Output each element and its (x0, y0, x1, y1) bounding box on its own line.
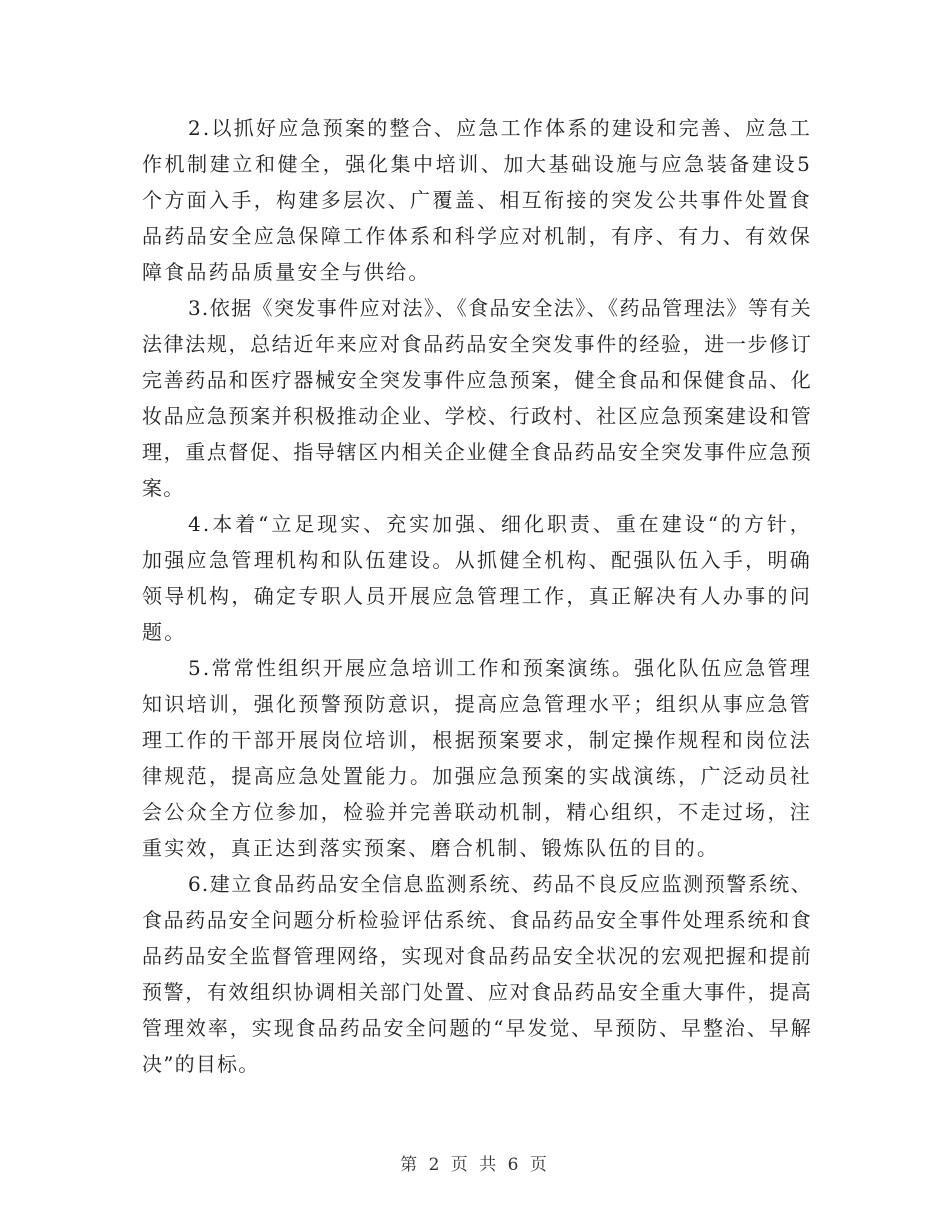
paragraph-3 (142, 290, 812, 506)
paragraph-text: 依据《突发事件应对法》、《食品安全法》、《药品管理法》等有关法律法规，总结近年来应对食品药品安全突发事件的经验，进一步修订完善药品和医疗器械安全突发事件应急预案，健全食品和保健食品、化妆品应急预案并积极推动企业、学校、行政村、社区应急预案建设和管理，重点督促、指导辖区内相关企业健全食品药品安全突发事件应急预案。 (142, 296, 812, 500)
paragraph-text: 以抓好应急预案的整合、应急工作体系的建设和完善、应急工作机制建立和健全，强化集中培训、加大基础设施与应急装备建设5个方面入手，构建多层次、广覆盖、相互衔接的突发公共事件处置食品药品安全应急保障工作体系和科学应对机制，有序、有力、有效保障食品药品质量安全与供给。 (142, 116, 812, 284)
paragraph-number: 3. (188, 296, 210, 320)
paragraph-6 (142, 866, 812, 1082)
paragraph-2 (142, 110, 812, 290)
paragraph-text: 建立食品药品安全信息监测系统、药品不良反应监测预警系统、食品药品安全问题分析检验评估系统、食品药品安全事件处理系统和食品药品安全监督管理网络，实现对食品药品安全状况的宏观把握和提前预警，有效组织协调相关部门处置、应对食品药品安全重大事件，提高管理效率，实现食品药品安全问题的“早发觉、早预防、早整治、早解决”的目标。 (142, 872, 812, 1076)
paragraph-text: 常常性组织开展应急培训工作和预案演练。强化队伍应急管理知识培训，强化预警预防意识，提高应急管理水平；组织从事应急管理工作的干部开展岗位培训，根据预案要求，制定操作规程和岗位法律规范，提高应急处置能力。加强应急预案的实战演练，广泛动员社会公众全方位参加，检验并完善联动机制，精心组织，不走过场，注重实效，真正达到落实预案、磨合机制、锻炼队伍的目的。 (142, 656, 812, 860)
page-number-label: 第 2 页 共 6 页 (400, 1155, 550, 1175)
document-body (142, 110, 812, 1082)
paragraph-number: 4. (188, 512, 212, 536)
paragraph-5 (142, 650, 812, 866)
paragraph-text: 本着“立足现实、充实加强、细化职责、重在建设“的方针，加强应急管理机构和队伍建设。从抓健全机构、配强队伍入手，明确领导机构，确定专职人员开展应急管理工作，真正解决有人办事的问题。 (142, 512, 812, 644)
paragraph-number: 6. (188, 872, 210, 896)
paragraph-number: 2. (188, 116, 212, 140)
paragraph-number: 5. (188, 656, 212, 680)
paragraph-4 (142, 506, 812, 650)
page-footer (0, 1150, 950, 1175)
